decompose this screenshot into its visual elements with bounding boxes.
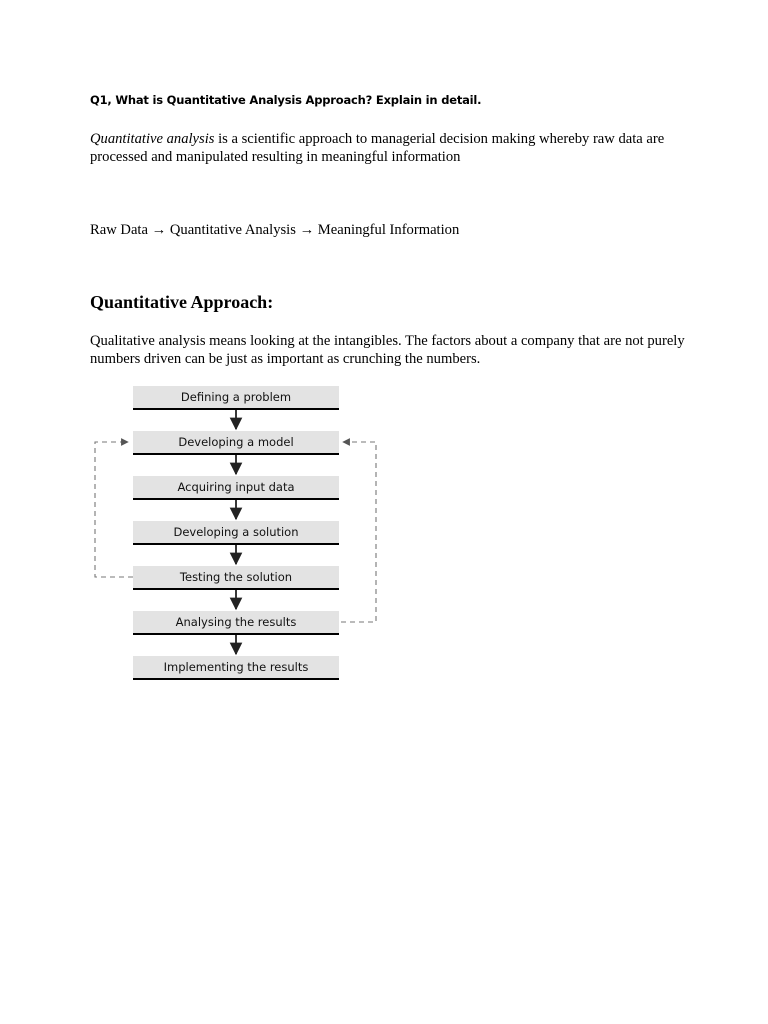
- definition-term: Quantitative analysis: [90, 131, 215, 147]
- flow-step-defining-a-problem: [133, 386, 339, 409]
- flow-raw-data: Raw Data: [90, 222, 152, 238]
- flow-meaningful-information: Meaningful Information: [314, 222, 460, 238]
- flow-step-developing-a-model: [133, 431, 339, 454]
- flow-step-testing-the-solution: [133, 566, 339, 589]
- definition-text: is a scientific approach to managerial decision making whereby raw data are processed and manipulated resulting in meaningful information: [90, 131, 665, 165]
- arrow-right-icon: →: [151, 222, 167, 238]
- feedback-loop-right: [341, 442, 376, 622]
- section-paragraph: Qualitative analysis means looking at the intangibles. The factors about a company that are not purely numbers driven can be just as important as crunching the numbers.: [90, 333, 685, 367]
- section-title: Quantitative Approach:: [90, 292, 274, 312]
- flow-step-acquiring-input-data: [133, 476, 339, 499]
- flow-step-label: Analysing the results: [175, 615, 297, 629]
- flow-step-label: Defining a problem: [180, 390, 292, 404]
- flow-quantitative-analysis: Quantitative Analysis: [166, 222, 300, 238]
- flow-step-label: Developing a solution: [173, 525, 299, 539]
- flowchart-steps: [133, 386, 339, 679]
- flow-step-label: Testing the solution: [179, 570, 293, 584]
- flow-step-label: Implementing the results: [163, 660, 309, 674]
- flow-step-label: Developing a model: [178, 435, 294, 449]
- arrow-right-icon: →: [299, 222, 315, 238]
- flow-step-developing-a-solution: [133, 521, 339, 544]
- flow-step-implementing-the-results: [133, 656, 339, 679]
- feedback-loop-left: [95, 442, 133, 577]
- question-heading: Q1, What is Quantitative Analysis Approach? Explain in detail.: [90, 93, 482, 107]
- flow-step-label: Acquiring input data: [177, 480, 295, 494]
- flow-step-analysing-the-results: [133, 611, 339, 634]
